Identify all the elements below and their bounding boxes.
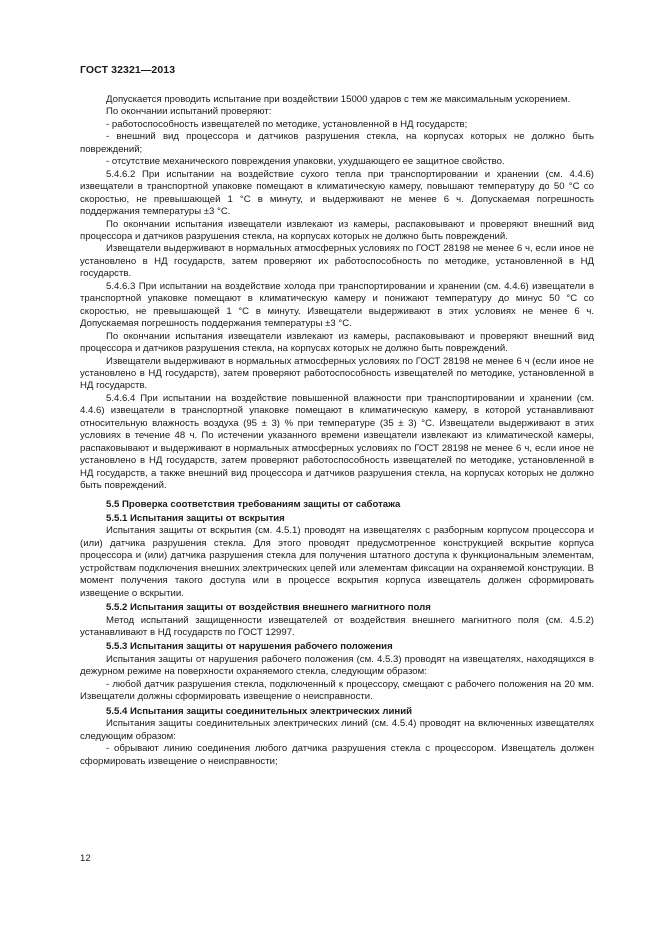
- subsection-heading-5-5-2: 5.5.2 Испытания защиты от воздействия внешнего магнитного поля: [106, 602, 431, 614]
- clause-5-4-6-3: 5.4.6.3 При испытании на воздействие холода при транспортировании и хранении (см. 4.4.6) извещатели в транспортной упаковке помещают в климатическую камеру и понижают температуру до минус 50 °С со скоростью, не превышающей 1 °С в минуту. Извещатели выдерживают в этих условиях не менее 6 ч. Допускаемая погрешность поддержания температуры ±3 °С.: [80, 280, 594, 330]
- paragraph: По окончании испытаний проверяют:: [106, 106, 272, 118]
- paragraph: Извещатели выдерживают в нормальных атмосферных условиях по ГОСТ 28198 не менее 6 ч (если иное не установлено в НД государств), затем проверяют работоспособность извещателей по методике, установленной в НД государств.: [80, 355, 594, 392]
- list-item: - отсутствие механического повреждения упаковки, ухудшающего ее защитное свойство.: [106, 156, 505, 168]
- subsection-heading-5-5-1: 5.5.1 Испытания защиты от вскрытия: [106, 512, 285, 524]
- subsection-heading-5-5-3: 5.5.3 Испытания защиты от нарушения рабочего положения: [106, 641, 393, 653]
- list-item: - обрывают линию соединения любого датчика разрушения стекла с процессором. Извещатель должен сформировать извещение о неисправности;: [80, 743, 594, 767]
- paragraph: Испытания защиты соединительных электрических линий (см. 4.5.4) проводят на включенных извещателях следующим образом:: [80, 718, 594, 742]
- page-number: 12: [80, 853, 91, 864]
- paragraph: Допускается проводить испытание при воздействии 15000 ударов с тем же максимальным ускорением.: [106, 94, 571, 105]
- document-body: [80, 94, 594, 768]
- section-heading-5-5: 5.5 Проверка соответствия требованиям защиты от саботажа: [106, 498, 401, 510]
- paragraph: Метод испытаний защищенности извещателей от воздействия внешнего магнитного поля (см. 4.5.2) устанавливают в НД государств по ГОСТ 12997.: [80, 614, 594, 639]
- list-item: - работоспособность извещателей по методике, установленной в НД государств;: [106, 118, 468, 130]
- paragraph: По окончании испытания извещатели извлекают из камеры, распаковывают и проверяют внешний вид процессора и датчиков разрушения стекла, на корпусах которых не должно быть повреждений.: [80, 218, 594, 242]
- document-header: ГОСТ 32321—2013: [80, 64, 176, 76]
- list-item: - любой датчик разрушения стекла, подключенный к процессору, смещают с рабочего положения на 20 мм. Извещатели должны сформировать извещение о неисправности.: [80, 678, 594, 703]
- clause-5-4-6-2: 5.4.6.2 При испытании на воздействие сухого тепла при транспортировании и хранении (см. 4.4.6) извещатели в транспортной упаковке помещают в климатическую камеру, повышают температуру до 50 °С со скоростью, не превышающей 1 °С в минуту, и выдерживают не менее 6 ч. Допускаемая погрешность поддержания температуры ±3 °С.: [80, 168, 594, 218]
- paragraph: Испытания защиты от вскрытия (см. 4.5.1) проводят на извещателях с разборным корпусом процессора и (или) датчика разрушения стекла. Для этого проводят предусмотренное конструкцией вскрытие корпуса процессора и (или) датчика разрушения стекла для получения штатного доступа к функциональным элементам, устройствам подключения внешних электрических цепей или элементам фиксации на охраняемой конструкции. В момент получения такого доступа или в процессе вскрытия корпуса извещатель должен сформировать извещение о вскрытии.: [80, 525, 594, 599]
- paragraph: Испытания защиты от нарушения рабочего положения (см. 4.5.3) проводят на извещателях, находящихся в дежурном режиме на поверхности охраняемого стекла, следующим образом:: [80, 653, 594, 678]
- subsection-heading-5-5-4: 5.5.4 Испытания защиты соединительных электрических линий: [106, 705, 412, 717]
- paragraph: По окончании испытания извещатели извлекают из камеры, распаковывают и проверяют внешний вид процессора и датчиков разрушения стекла, на корпусах которых не должно быть повреждений.: [80, 330, 594, 355]
- paragraph: Извещатели выдерживают в нормальных атмосферных условиях по ГОСТ 28198 не менее 6 ч, если иное не установлено в НД государств, затем проверяют их работоспособность по методике, установленной в НД государств.: [80, 243, 594, 280]
- clause-5-4-6-4: 5.4.6.4 При испытании на воздействие повышенной влажности при транспортировании и хранении (см. 4.4.6) извещатели в транспортной упаковке помещают в климатическую камеру, в которой устанавливают относительную влажность воздуха (95 ± 3) % при температуре (35 ± 3) °С. Извещатели выдерживают в этих условиях в течение 48 ч. По истечении указанного времени извещатели извлекают из климатической камеры, распаковывают и выдерживают в нормальных атмосферных условиях по ГОСТ 28198 не менее 6 ч, если иное не установлено в НД государств, затем проверяют работоспособность извещателей по методике, установленной в НД государств, а также внешний вид процессора и датчиков разрушения стекла, на корпусах которых не должно быть повреждений.: [80, 392, 594, 492]
- list-item: - внешний вид процессора и датчиков разрушения стекла, на корпусах которых не должно быть повреждений;: [80, 131, 594, 155]
